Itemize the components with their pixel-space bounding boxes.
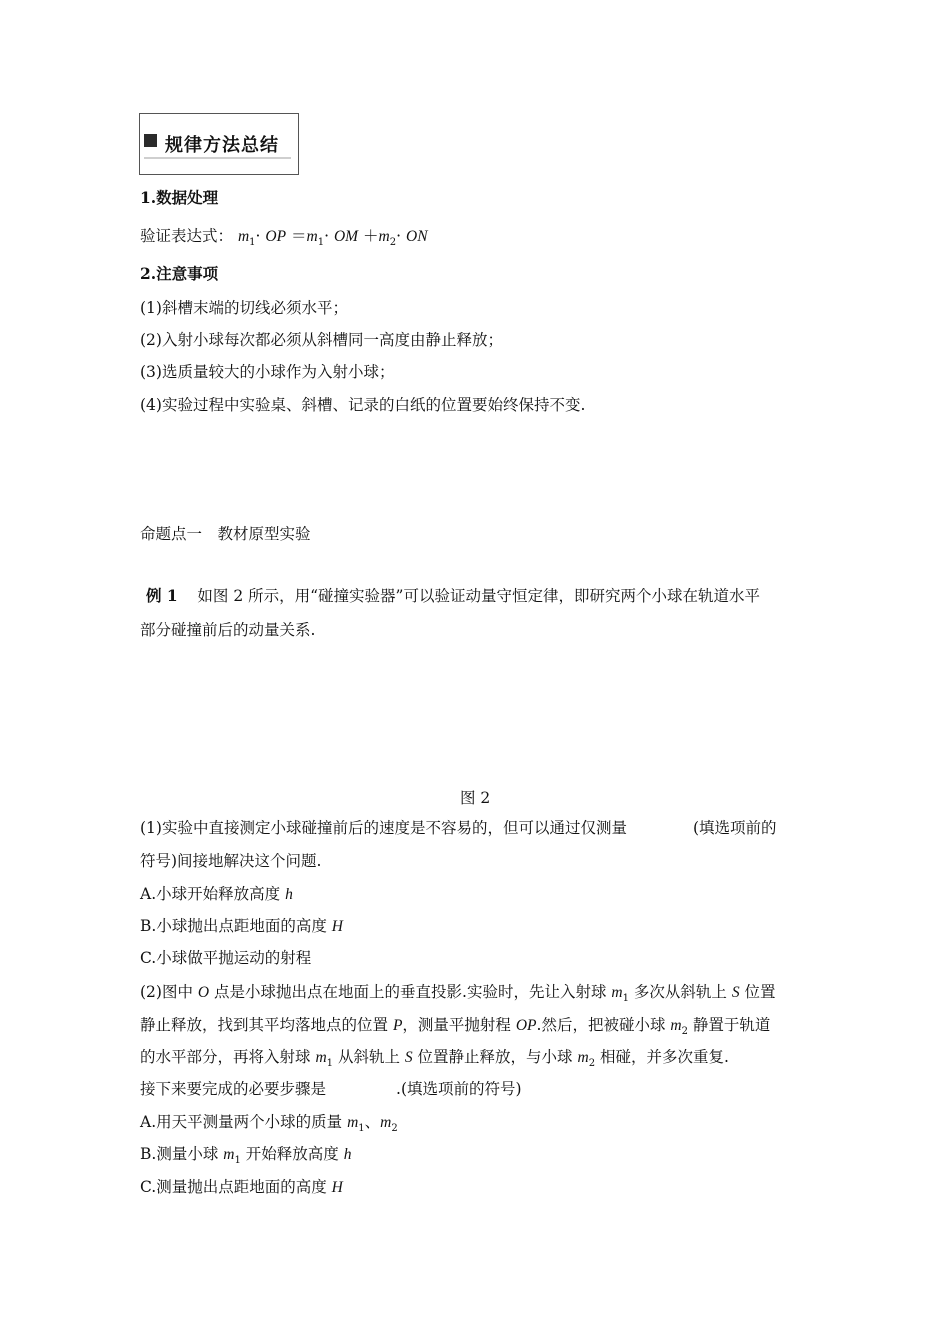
q1-line-1: (1)实验中直接测定小球碰撞前后的速度是不容易的，但可以通过仅测量 (填选项前的 [140,819,777,837]
q1-option-a: A.小球开始释放高度 h [140,885,293,903]
section-underline [144,157,291,159]
q2-line-1: (2)图中 O 点是小球抛出点在地面上的垂直投影.实验时，先让入射球 $m_1$ 多次从斜轨上 S 位置 [140,983,776,1004]
verification-expression: 验证表达式： $m_1\cdot$ OP $=m_1\cdot$ OM $+m_2\cdot$ ON [140,227,428,248]
q1-line-2: 符号)间接地解决这个问题. [140,852,322,870]
example-label: 例 1 [146,586,178,605]
q1-option-b: B.小球抛出点距地面的高度 H [140,917,343,935]
q2-option-c: C.测量抛出点距地面的高度 H [140,1178,343,1196]
q2-option-b: B.测量小球 $m_1$ 开始释放高度 h [140,1145,352,1166]
q2-line-2: 静止释放，找到其平均落地点的位置 P，测量平抛射程 OP.然后，把被碰小球 $m_2$ 静置于轨道 [140,1016,771,1037]
section-title: 规律方法总结 [165,135,279,156]
note-item: (4)实验过程中实验桌、斜槽、记录的白纸的位置要始终保持不变. [140,396,586,414]
q2-option-a: A.用天平测量两个小球的质量 $m_1$、$m_2$ [140,1113,398,1134]
figure-caption: 图 2 [460,789,491,807]
topic-title: 命题点一 教材原型实验 [140,525,311,543]
example-line-2: 部分碰撞前后的动量关系. [140,621,316,639]
note-item: (2)入射小球每次都必须从斜槽同一高度由静止释放； [140,331,503,349]
section-header-box [139,113,299,175]
note-item: (3)选质量较大的小球作为入射小球； [140,363,395,381]
q2-line-3: 的水平部分，再将入射球 $m_1$ 从斜轨上 S 位置静止释放，与小球 $m_2$ 相碰，并多次重复. [140,1048,729,1069]
q2-line-4: 接下来要完成的必要步骤是 .(填选项前的符号) [140,1080,522,1098]
q1-option-c: C.小球做平抛运动的射程 [140,949,312,967]
section-header [144,128,291,158]
expr-label: 验证表达式： [140,227,234,245]
note-item: (1)斜槽末端的切线必须水平； [140,299,348,317]
notes-heading: 2.注意事项 [140,264,219,283]
square-bullet-icon [144,134,161,151]
example-line-1: 例 1 如图 2 所示，用“碰撞实验器”可以验证动量守恒定律，即研究两个小球在轨道水平 [146,586,760,605]
data-processing-heading: 1.数据处理 [140,188,219,207]
